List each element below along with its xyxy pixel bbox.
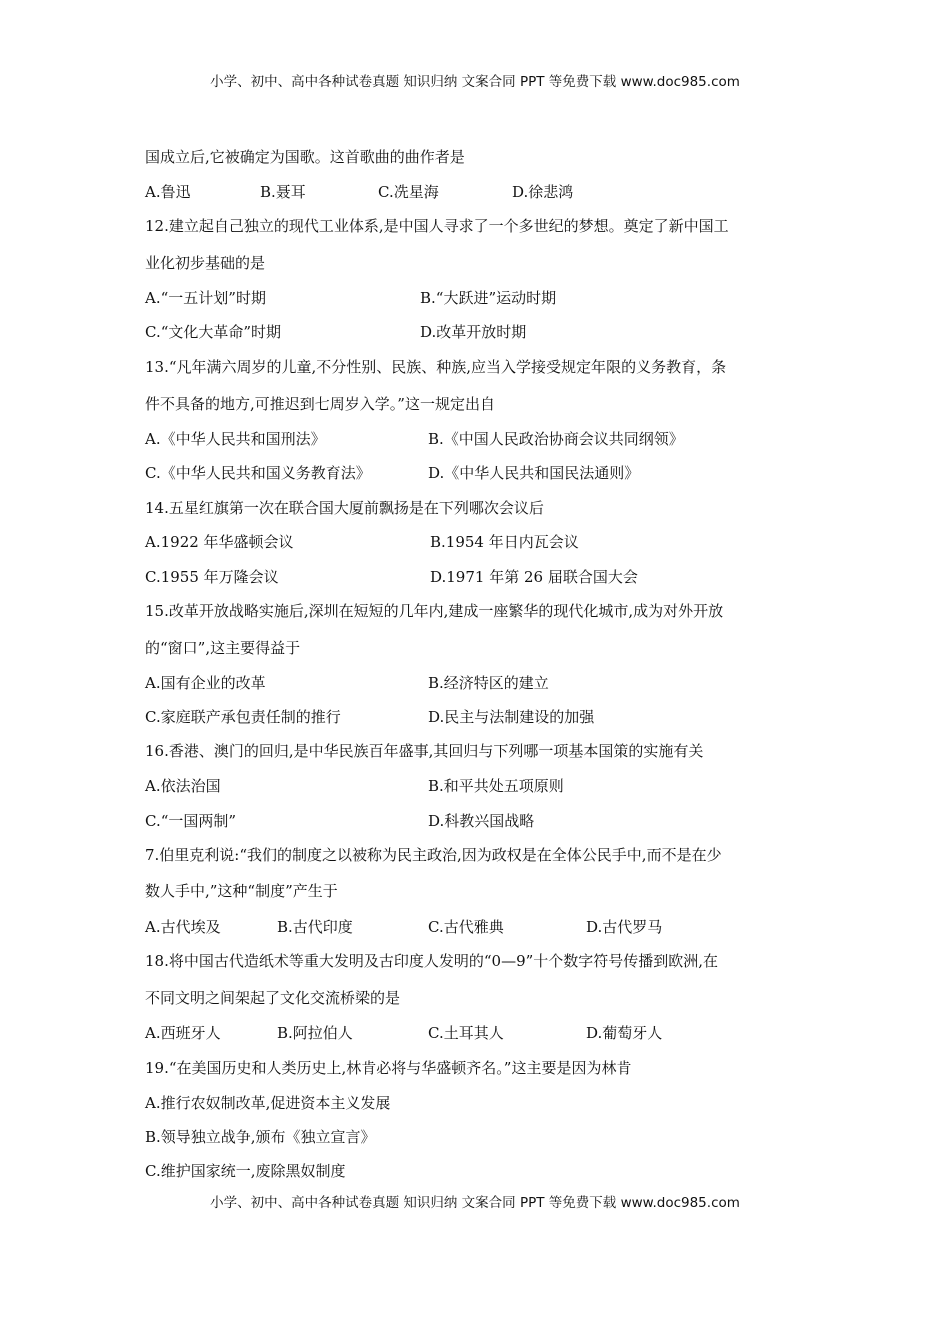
q11-option-d: D.徐悲鸿: [512, 183, 574, 201]
q13-option-c: C.《中华人民共和国义务教育法》: [145, 464, 371, 482]
q17-option-d: D.古代罗马: [586, 918, 663, 936]
q15-option-b: B.经济特区的建立: [428, 674, 549, 692]
q14-option-b: B.1954 年日内瓦会议: [430, 533, 579, 551]
page-footer: 小学、初中、高中各种试卷真题 知识归纳 文案合同 PPT 等免费下载 www.doc985.com: [210, 1195, 740, 1211]
q15-option-d: D.民主与法制建设的加强: [428, 708, 595, 726]
q16-stem-line1: 16.香港、澳门的回归,是中华民族百年盛事,其回归与下列哪一项基本国策的实施有关: [145, 742, 704, 760]
q13-option-a: A.《中华人民共和国刑法》: [145, 430, 326, 448]
q18-option-c: C.土耳其人: [428, 1024, 504, 1042]
q11-option-c: C.冼星海: [378, 183, 439, 201]
q15-option-c: C.家庭联产承包责任制的推行: [145, 708, 341, 726]
q17-option-b: B.古代印度: [277, 918, 353, 936]
q12-option-a: A.“一五计划”时期: [145, 289, 266, 307]
q16-option-d: D.科教兴国战略: [428, 812, 535, 830]
q17-option-a: A.古代埃及: [145, 918, 221, 936]
q12-option-c: C.“文化大革命”时期: [145, 323, 282, 341]
q17-stem-line2: 数人手中,”这种“制度”产生于: [145, 882, 338, 900]
q13-option-d: D.《中华人民共和国民法通则》: [428, 464, 640, 482]
q17-stem-line1: 7.伯里克利说:“我们的制度之以被称为民主政治,因为政权是在全体公民手中,而不是在少: [145, 846, 722, 864]
q15-stem-line1: 15.改革开放战略实施后,深圳在短短的几年内,建成一座繁华的现代化城市,成为对外开放: [145, 602, 724, 620]
q12-stem-line2: 业化初步基础的是: [145, 254, 266, 272]
q15-option-a: A.国有企业的改革: [145, 674, 266, 692]
q16-option-c: C.“一国两制”: [145, 812, 237, 830]
q14-stem-line1: 14.五星红旗第一次在联合国大厦前飘扬是在下列哪次会议后: [145, 499, 544, 517]
q18-option-b: B.阿拉伯人: [277, 1024, 353, 1042]
q19-option-c: C.维护国家统一,废除黑奴制度: [145, 1162, 346, 1180]
q13-stem-line1: 13.“凡年满六周岁的儿童,不分性别、民族、种族,应当入学接受规定年限的义务教育，条: [145, 358, 727, 376]
q12-stem-line1: 12.建立起自己独立的现代工业体系,是中国人寻求了一个多世纪的梦想。奠定了新中国工: [145, 217, 729, 235]
q19-stem-line1: 19.“在美国历史和人类历史上,林肯必将与华盛顿齐名。”这主要是因为林肯: [145, 1059, 632, 1077]
q11-stem-continuation: 国成立后,它被确定为国歌。这首歌曲的曲作者是: [145, 148, 465, 166]
q16-option-a: A.依法治国: [145, 777, 221, 795]
q15-stem-line2: 的“窗口”,这主要得益于: [145, 639, 301, 657]
q16-option-b: B.和平共处五项原则: [428, 777, 564, 795]
q18-stem-line1: 18.将中国古代造纸术等重大发明及古印度人发明的“0—9”十个数字符号传播到欧洲,在: [145, 952, 719, 970]
q18-option-a: A.西班牙人: [145, 1024, 221, 1042]
q14-option-d: D.1971 年第 26 届联合国大会: [430, 568, 638, 586]
q11-option-a: A.鲁迅: [145, 183, 191, 201]
q14-option-a: A.1922 年华盛顿会议: [145, 533, 294, 551]
q14-option-c: C.1955 年万隆会议: [145, 568, 279, 586]
q18-stem-line2: 不同文明之间架起了文化交流桥梁的是: [145, 989, 401, 1007]
q12-option-b: B.“大跃进”运动时期: [420, 289, 557, 307]
q17-option-c: C.古代雅典: [428, 918, 504, 936]
q11-option-b: B.聂耳: [260, 183, 306, 201]
q18-option-d: D.葡萄牙人: [586, 1024, 663, 1042]
q13-option-b: B.《中国人民政治协商会议共同纲领》: [428, 430, 684, 448]
q13-stem-line2: 件不具备的地方,可推迟到七周岁入学。”这一规定出自: [145, 395, 495, 413]
q12-option-d: D.改革开放时期: [420, 323, 527, 341]
q19-option-a: A.推行农奴制改革,促进资本主义发展: [145, 1094, 391, 1112]
page-header: 小学、初中、高中各种试卷真题 知识归纳 文案合同 PPT 等免费下载 www.doc985.com: [210, 74, 740, 90]
q19-option-b: B.领导独立战争,颁布《独立宣言》: [145, 1128, 376, 1146]
